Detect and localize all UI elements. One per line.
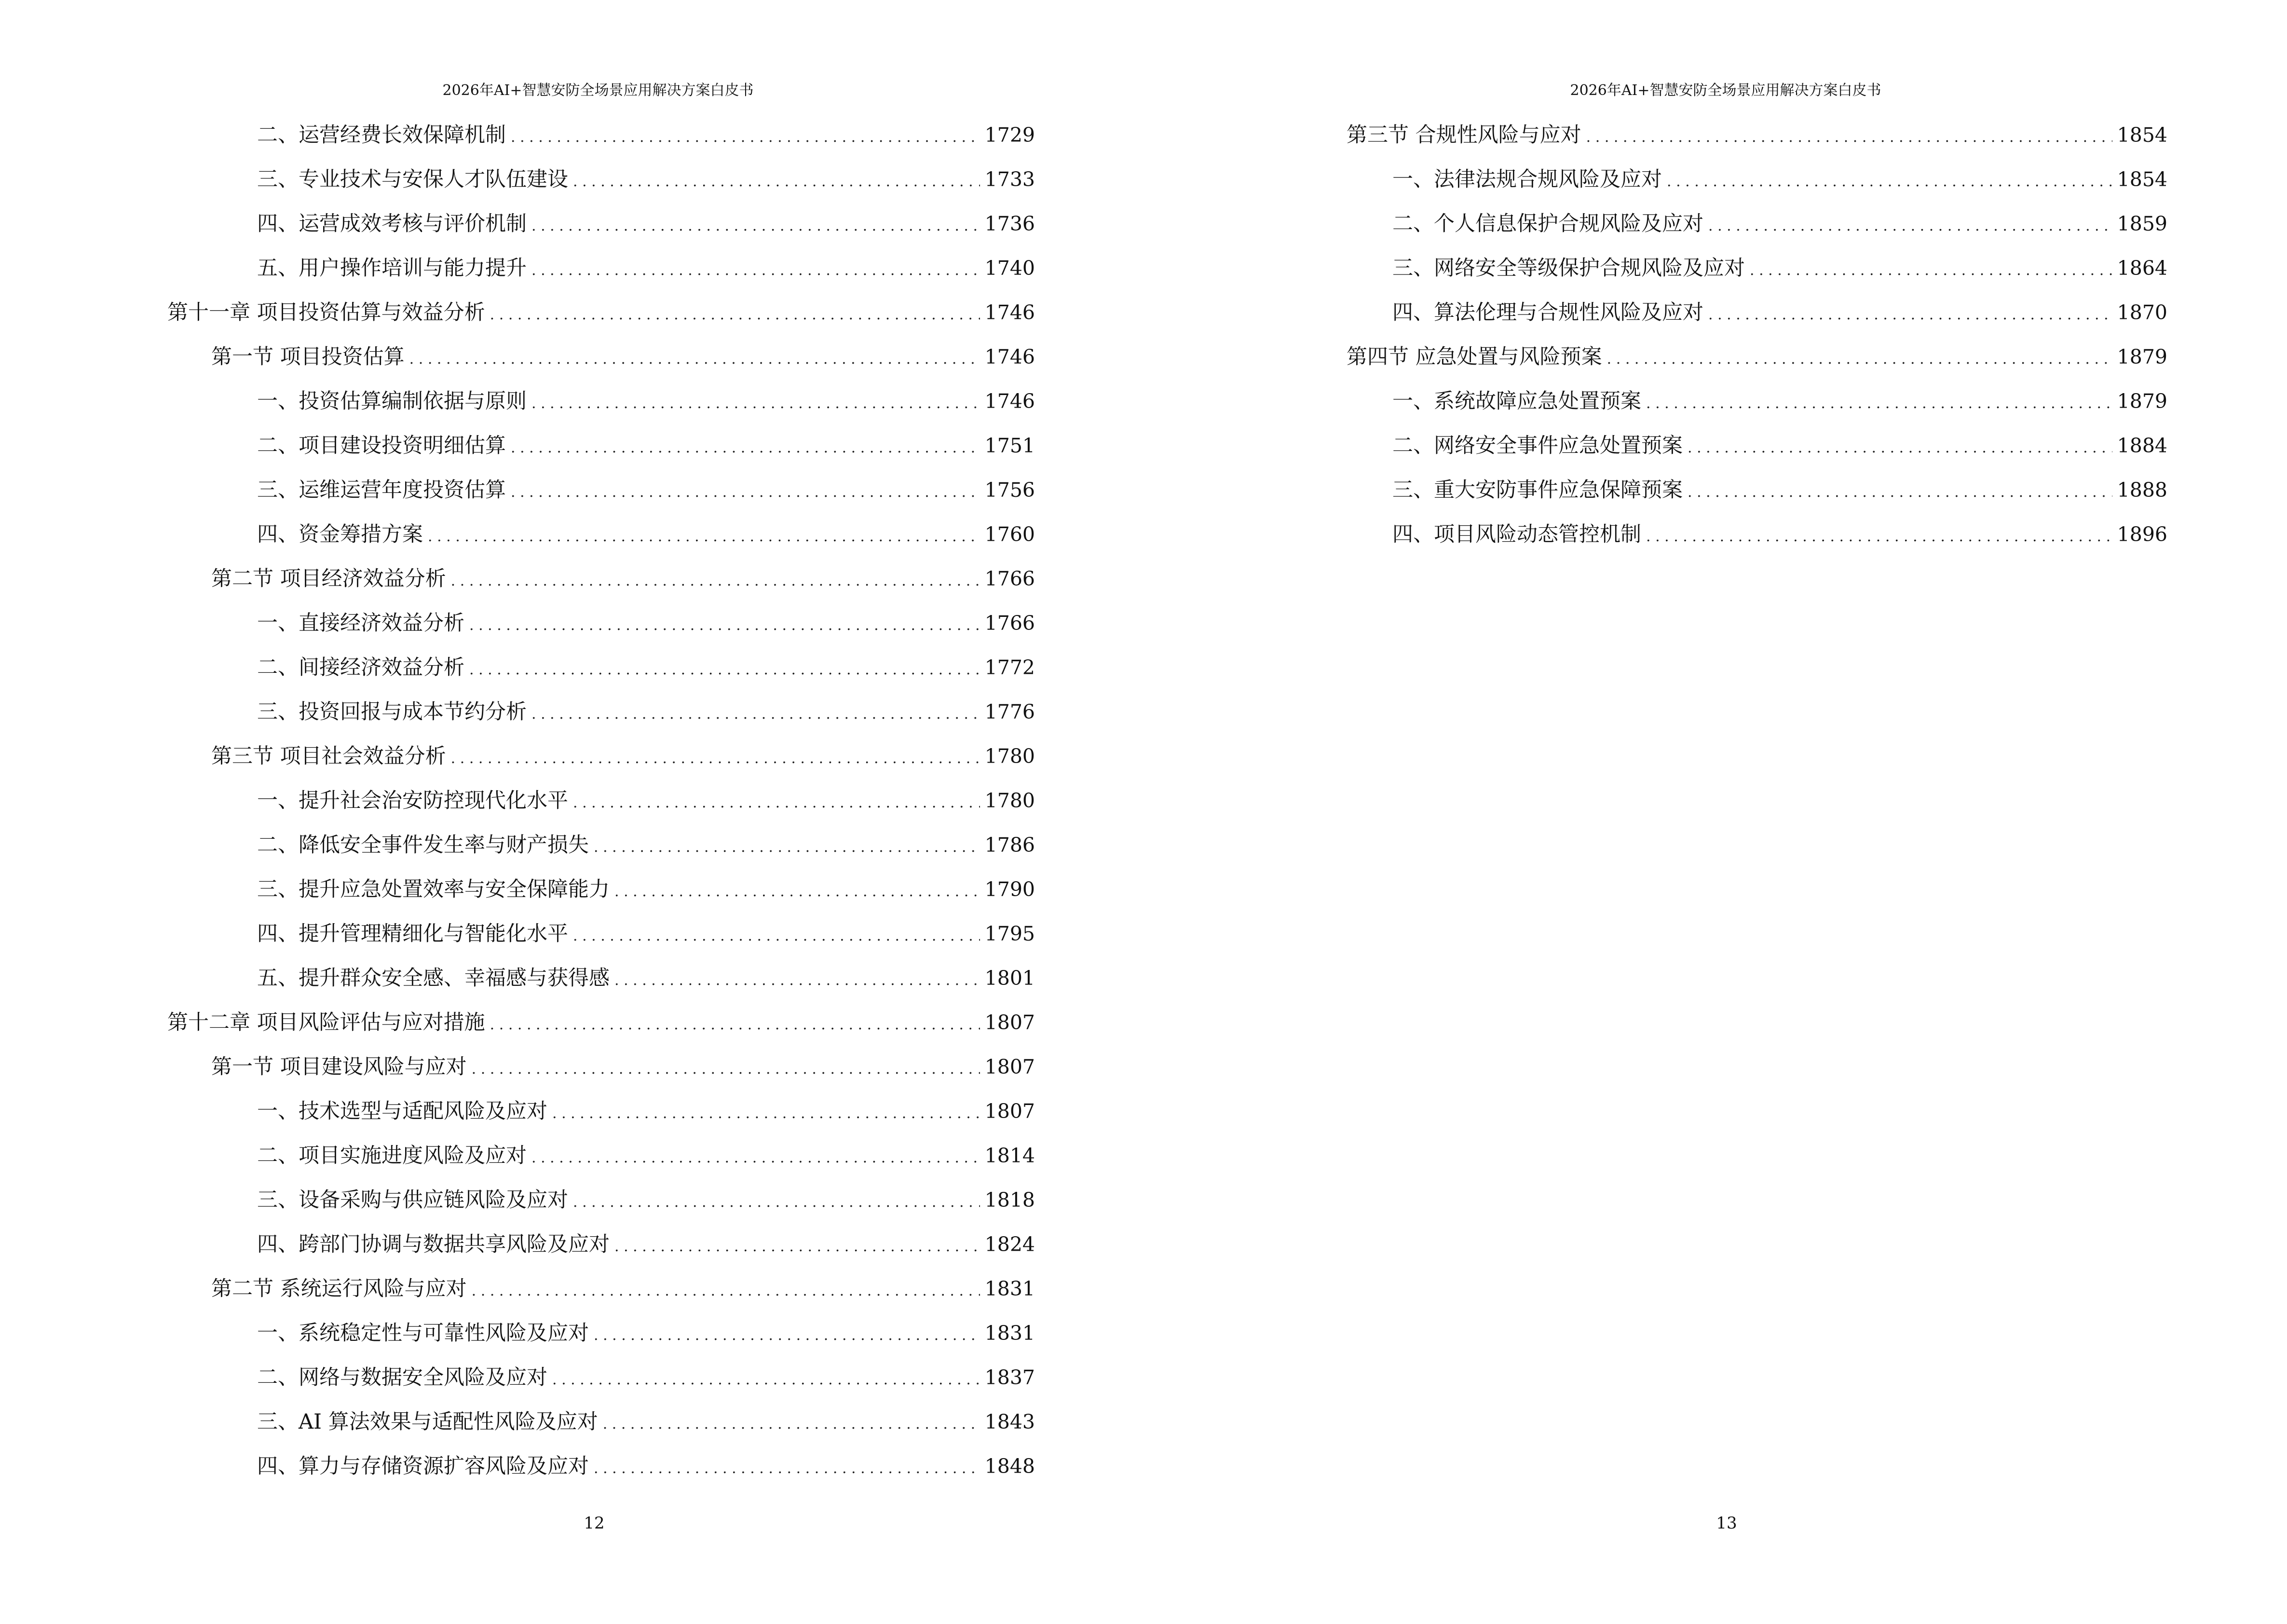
toc-entry-page-number: 1746: [984, 301, 1035, 324]
toc-entry-page-number: 1751: [984, 434, 1035, 457]
toc-entry-page-number: 1733: [984, 168, 1035, 191]
toc-entry-title: 三、投资回报与成本节约分析: [257, 700, 527, 724]
dot-leader: [573, 792, 980, 815]
toc-entry-page-number: 1831: [984, 1322, 1035, 1345]
table-of-contents: [167, 123, 1035, 1499]
toc-entry-title: 第一节 项目投资估算: [211, 345, 405, 369]
toc-entry-page-number: 1807: [984, 1100, 1035, 1123]
dot-leader: [603, 1413, 980, 1436]
dot-leader: [1750, 259, 2112, 282]
toc-entry-title: 二、间接经济效益分析: [257, 655, 464, 680]
toc-entry-page-number: 1818: [984, 1188, 1035, 1212]
toc-entry-page-number: 1884: [2117, 434, 2167, 457]
toc-entry-page-number: 1729: [984, 123, 1035, 147]
toc-entry-title: 一、提升社会治安防控现代化水平: [257, 789, 568, 813]
toc-chapter-entry[interactable]: [167, 301, 1035, 345]
page-number: 12: [584, 1514, 605, 1533]
toc-entry-title: 三、专业技术与安保人才队伍建设: [257, 167, 568, 191]
toc-entry-page-number: 1864: [2117, 257, 2167, 280]
toc-section-entry[interactable]: [167, 567, 1035, 612]
dot-leader: [531, 392, 980, 415]
toc-entry-page-number: 1814: [984, 1144, 1035, 1167]
page-header: 2026年AI+智慧安防全场景应用解决方案白皮书: [1570, 82, 1881, 99]
dot-leader: [552, 1368, 980, 1392]
toc-entry-page-number: 1760: [984, 523, 1035, 546]
toc-entry-page-number: 1790: [984, 878, 1035, 901]
dot-leader: [409, 348, 980, 371]
toc-entry-page-number: 1843: [984, 1410, 1035, 1433]
toc-subsection-entry[interactable]: [167, 1410, 1035, 1455]
dot-leader: [1586, 126, 2112, 149]
toc-subsection-entry[interactable]: [167, 1366, 1035, 1410]
toc-chapter-entry[interactable]: [167, 1011, 1035, 1055]
dot-leader: [594, 1457, 980, 1480]
toc-entry-title: 三、网络安全等级保护合规风险及应对: [1392, 256, 1745, 280]
dot-leader: [614, 969, 980, 992]
dot-leader: [1688, 481, 2112, 504]
toc-entry-page-number: 1879: [2117, 390, 2167, 413]
toc-subsection-entry[interactable]: [1303, 257, 2167, 301]
toc-entry-title: 二、降低安全事件发生率与财产损失: [257, 833, 589, 857]
toc-entry-title: 四、项目风险动态管控机制: [1392, 522, 1641, 546]
toc-entry-title: 一、直接经济效益分析: [257, 611, 464, 635]
toc-entry-title: 三、运维运营年度投资估算: [257, 478, 506, 502]
toc-entry-page-number: 1807: [984, 1055, 1035, 1078]
dot-leader: [490, 1013, 980, 1037]
toc-entry-page-number: 1746: [984, 390, 1035, 413]
dot-leader: [1667, 170, 2112, 193]
dot-leader: [614, 880, 980, 903]
toc-entry-title: 一、投资估算编制依据与原则: [257, 389, 527, 413]
toc-subsection-entry[interactable]: [167, 523, 1035, 567]
toc-entry-title: 四、提升管理精细化与智能化水平: [257, 922, 568, 946]
toc-entry-title: 四、资金筹措方案: [257, 522, 423, 546]
toc-subsection-entry[interactable]: [167, 1322, 1035, 1366]
toc-subsection-entry[interactable]: [167, 878, 1035, 922]
toc-entry-title: 三、重大安防事件应急保障预案: [1392, 478, 1683, 502]
toc-entry-page-number: 1824: [984, 1233, 1035, 1256]
page-header: 2026年AI+智慧安防全场景应用解决方案白皮书: [442, 82, 754, 99]
toc-entry-page-number: 1848: [984, 1455, 1035, 1478]
dot-leader: [1708, 303, 2112, 327]
toc-subsection-entry[interactable]: [167, 1144, 1035, 1188]
toc-entry-page-number: 1780: [984, 745, 1035, 768]
toc-entry-title: 第十二章 项目风险评估与应对措施: [167, 1010, 485, 1035]
toc-entry-title: 一、系统故障应急处置预案: [1392, 389, 1641, 413]
toc-subsection-entry[interactable]: [167, 656, 1035, 700]
toc-entry-page-number: 1888: [2117, 478, 2167, 502]
toc-entry-page-number: 1740: [984, 257, 1035, 280]
dot-leader: [472, 1280, 980, 1303]
toc-entry-title: 一、技术选型与适配风险及应对: [257, 1099, 547, 1123]
toc-entry-title: 第二节 项目经济效益分析: [211, 567, 446, 591]
toc-subsection-entry[interactable]: [167, 1188, 1035, 1233]
toc-entry-title: 三、提升应急处置效率与安全保障能力: [257, 877, 610, 901]
toc-subsection-entry[interactable]: [1303, 434, 2167, 478]
dot-leader: [1646, 392, 2112, 415]
toc-entry-title: 四、算力与存储资源扩容风险及应对: [257, 1454, 589, 1478]
dot-leader: [490, 303, 980, 327]
document-page-right: [1144, 0, 2287, 1624]
toc-entry-page-number: 1795: [984, 922, 1035, 945]
toc-entry-page-number: 1801: [984, 967, 1035, 990]
toc-entry-title: 二、网络安全事件应急处置预案: [1392, 434, 1683, 458]
toc-entry-title: 第一节 项目建设风险与应对: [211, 1055, 467, 1079]
toc-section-entry[interactable]: [167, 1277, 1035, 1322]
dot-leader: [594, 1324, 980, 1347]
dot-leader: [451, 747, 980, 770]
toc-entry-title: 二、项目实施进度风险及应对: [257, 1144, 527, 1168]
toc-entry-title: 第三节 项目社会效益分析: [211, 744, 446, 768]
toc-entry-page-number: 1780: [984, 789, 1035, 812]
toc-entry-title: 第二节 系统运行风险与应对: [211, 1277, 467, 1301]
dot-leader: [531, 1146, 980, 1170]
toc-entry-title: 第四节 应急处置与风险预案: [1347, 345, 1602, 369]
dot-leader: [573, 1191, 980, 1214]
toc-section-entry[interactable]: [1303, 345, 2167, 390]
toc-entry-page-number: 1879: [2117, 345, 2167, 368]
toc-subsection-entry[interactable]: [1303, 301, 2167, 345]
toc-entry-page-number: 1766: [984, 612, 1035, 635]
dot-leader: [451, 570, 980, 593]
toc-entry-title: 四、运营成效考核与评价机制: [257, 212, 527, 236]
toc-entry-page-number: 1831: [984, 1277, 1035, 1300]
toc-entry-title: 第十一章 项目投资估算与效益分析: [167, 300, 485, 325]
toc-entry-title: 第三节 合规性风险与应对: [1347, 123, 1581, 147]
toc-entry-title: 一、系统稳定性与可靠性风险及应对: [257, 1321, 589, 1345]
toc-entry-page-number: 1746: [984, 345, 1035, 368]
toc-entry-title: 五、用户操作培训与能力提升: [257, 256, 527, 280]
page-number: 13: [1716, 1514, 1737, 1533]
toc-entry-title: 二、运营经费长效保障机制: [257, 123, 506, 147]
dot-leader: [1646, 525, 2112, 548]
toc-section-entry[interactable]: [167, 345, 1035, 390]
toc-subsection-entry[interactable]: [167, 478, 1035, 523]
toc-subsection-entry[interactable]: [167, 833, 1035, 878]
toc-subsection-entry[interactable]: [1303, 523, 2167, 567]
toc-subsection-entry[interactable]: [167, 967, 1035, 1011]
toc-entry-title: 二、个人信息保护合规风险及应对: [1392, 212, 1703, 236]
toc-subsection-entry[interactable]: [167, 922, 1035, 967]
dot-leader: [1688, 437, 2112, 460]
toc-subsection-entry[interactable]: [1303, 478, 2167, 523]
dot-leader: [614, 1235, 980, 1258]
toc-section-entry[interactable]: [167, 1055, 1035, 1100]
toc-subsection-entry[interactable]: [167, 123, 1035, 168]
toc-entry-page-number: 1772: [984, 656, 1035, 679]
toc-entry-page-number: 1854: [2117, 123, 2167, 147]
toc-entry-page-number: 1854: [2117, 168, 2167, 191]
dot-leader: [1708, 215, 2112, 238]
toc-entry-title: 一、法律法规合规风险及应对: [1392, 167, 1662, 191]
toc-entry-title: 三、设备采购与供应链风险及应对: [257, 1188, 568, 1212]
table-of-contents: [1303, 123, 2167, 567]
dot-leader: [472, 1058, 980, 1081]
toc-entry-title: 二、网络与数据安全风险及应对: [257, 1365, 547, 1390]
toc-subsection-entry[interactable]: [1303, 212, 2167, 257]
toc-entry-title: 五、提升群众安全感、幸福感与获得感: [257, 966, 610, 990]
toc-entry-title: 三、AI 算法效果与适配性风险及应对: [257, 1410, 598, 1434]
toc-entry-page-number: 1766: [984, 567, 1035, 590]
toc-entry-title: 四、跨部门协调与数据共享风险及应对: [257, 1232, 610, 1256]
dot-leader: [511, 437, 980, 460]
toc-subsection-entry[interactable]: [1303, 168, 2167, 212]
dot-leader: [469, 614, 980, 637]
toc-entry-page-number: 1776: [984, 700, 1035, 723]
toc-section-entry[interactable]: [1303, 123, 2167, 168]
toc-entry-page-number: 1896: [2117, 523, 2167, 546]
dot-leader: [469, 658, 980, 682]
dot-leader: [428, 525, 980, 548]
dot-leader: [573, 170, 980, 193]
toc-section-entry[interactable]: [167, 745, 1035, 789]
dot-leader: [1607, 348, 2112, 371]
toc-subsection-entry[interactable]: [167, 1233, 1035, 1277]
dot-leader: [511, 126, 980, 149]
toc-entry-title: 四、算法伦理与合规性风险及应对: [1392, 300, 1703, 325]
toc-entry-page-number: 1837: [984, 1366, 1035, 1389]
toc-subsection-entry[interactable]: [167, 168, 1035, 212]
dot-leader: [531, 703, 980, 726]
dot-leader: [573, 925, 980, 948]
toc-subsection-entry[interactable]: [167, 1100, 1035, 1144]
dot-leader: [594, 836, 980, 859]
toc-subsection-entry[interactable]: [167, 434, 1035, 478]
toc-entry-page-number: 1756: [984, 478, 1035, 502]
toc-subsection-entry[interactable]: [1303, 390, 2167, 434]
dot-leader: [511, 481, 980, 504]
toc-entry-page-number: 1859: [2117, 212, 2167, 235]
toc-entry-page-number: 1870: [2117, 301, 2167, 324]
toc-subsection-entry[interactable]: [167, 390, 1035, 434]
toc-subsection-entry[interactable]: [167, 212, 1035, 257]
toc-entry-page-number: 1786: [984, 833, 1035, 857]
toc-subsection-entry[interactable]: [167, 612, 1035, 656]
toc-entry-title: 二、项目建设投资明细估算: [257, 434, 506, 458]
toc-subsection-entry[interactable]: [167, 789, 1035, 833]
toc-subsection-entry[interactable]: [167, 257, 1035, 301]
toc-entry-page-number: 1736: [984, 212, 1035, 235]
dot-leader: [531, 215, 980, 238]
dot-leader: [531, 259, 980, 282]
dot-leader: [552, 1102, 980, 1125]
toc-subsection-entry[interactable]: [167, 700, 1035, 745]
toc-entry-page-number: 1807: [984, 1011, 1035, 1034]
toc-subsection-entry[interactable]: [167, 1455, 1035, 1499]
